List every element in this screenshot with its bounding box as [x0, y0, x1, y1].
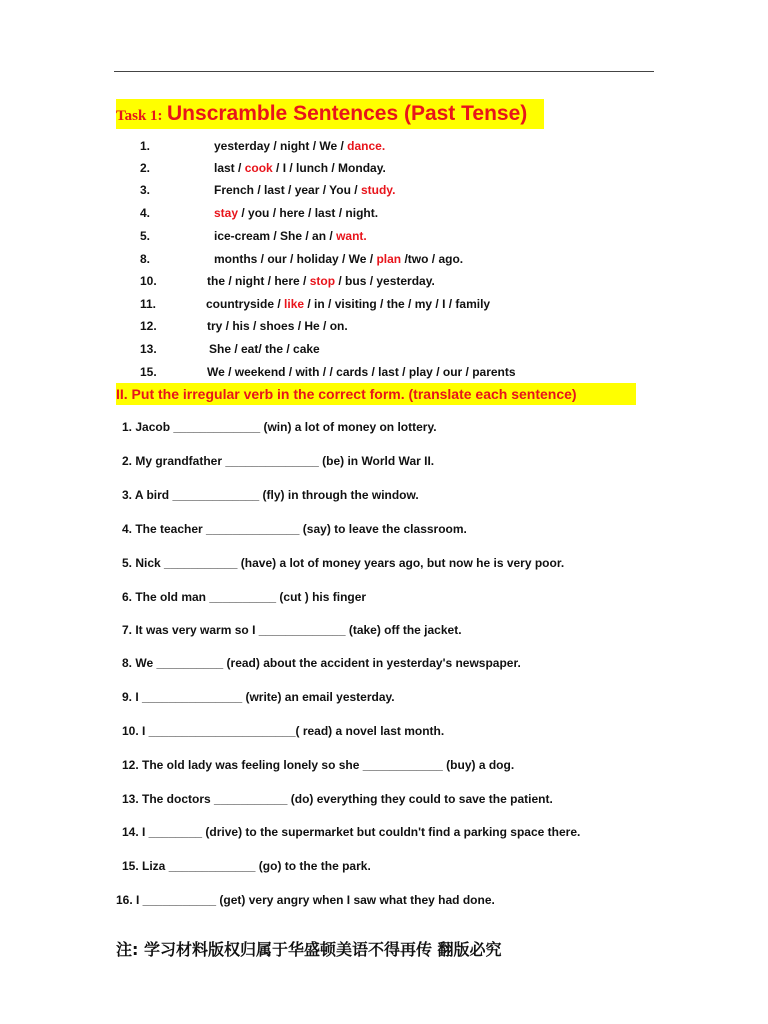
unscramble-item [0, 340, 700, 358]
verb-exercise-item: 14. I ________ (drive) to the supermarket but couldn't find a parking space there. [122, 825, 581, 839]
verb-exercise-item: 3. A bird _____________ (fly) in through the window. [122, 488, 419, 502]
unscramble-item [0, 317, 700, 335]
word-fragment: French / last / year / You / [214, 183, 361, 197]
verb-exercise-item: 13. The doctors ___________ (do) everything they could to save the patient. [122, 792, 553, 806]
word-fragment: / in / visiting / the / my / I / family [304, 297, 491, 311]
verb-exercise-item: 4. The teacher ______________ (say) to leave the classroom. [122, 522, 467, 536]
word-fragment: last / [214, 161, 245, 175]
word-fragment: / bus / yesterday. [335, 274, 435, 288]
verb-exercise-item: 15. Liza _____________ (go) to the the park. [122, 859, 371, 873]
task1-title: Unscramble Sentences (Past Tense) [167, 102, 528, 125]
word-fragment: / I / lunch / Monday. [272, 161, 386, 175]
word-fragment: countryside / [206, 297, 285, 311]
item-words [209, 340, 320, 358]
word-fragment: months / our / holiday / We / [214, 252, 377, 266]
item-number: 15. [140, 365, 157, 379]
verb-exercise-item: 10. I ______________________( read) a novel last month. [122, 724, 445, 738]
task1-heading [116, 99, 544, 129]
item-number: 11. [140, 297, 157, 311]
word-fragment: /two / ago. [401, 252, 464, 266]
section2-title: II. Put the irregular verb in the correct form. (translate each sentence) [116, 386, 577, 402]
word-fragment: We / weekend / with / / cards / last / play / our / parents [207, 365, 516, 379]
top-rule [114, 71, 654, 72]
word-fragment: / you / here / last / night. [238, 206, 379, 220]
item-number: 13. [140, 342, 157, 356]
unscramble-item [0, 159, 700, 177]
target-verb: want. [336, 229, 367, 243]
section2-heading [116, 383, 636, 405]
item-words [214, 181, 395, 199]
verb-exercise-item: 8. We __________ (read) about the accident in yesterday's newspaper. [122, 656, 521, 670]
word-fragment: She / eat/ the / cake [209, 342, 320, 356]
verb-exercise-item: 9. I _______________ (write) an email yesterday. [122, 690, 395, 704]
item-words [206, 295, 490, 313]
word-fragment: try / his / shoes / He / on. [207, 319, 348, 333]
verb-exercise-item: 12. The old lady was feeling lonely so she ____________ (buy) a dog. [122, 758, 515, 772]
item-number: 5. [140, 229, 151, 243]
unscramble-item [0, 137, 700, 155]
target-verb: stop [309, 274, 336, 288]
verb-exercise-item: 16. I ___________ (get) very angry when I saw what they had done. [116, 893, 495, 907]
item-number: 12. [140, 319, 157, 333]
item-words [214, 227, 367, 245]
item-words [207, 272, 435, 290]
verb-exercise-item: 7. It was very warm so I _____________ (take) off the jacket. [122, 623, 462, 637]
item-words [214, 250, 463, 268]
unscramble-item [0, 250, 700, 268]
verb-exercise-item: 1. Jacob _____________ (win) a lot of money on lottery. [122, 420, 437, 434]
item-words [214, 159, 386, 177]
item-number: 8. [140, 252, 151, 266]
task1-prefix: Task 1: [116, 108, 163, 124]
target-verb: like [284, 297, 305, 311]
verb-exercise-item: 2. My grandfather ______________ (be) in World War II. [122, 454, 435, 468]
item-words [207, 363, 516, 381]
unscramble-item [0, 181, 700, 199]
verb-exercise-item: 6. The old man __________ (cut ) his finger [122, 590, 367, 604]
word-fragment: ice-cream / She / an / [214, 229, 337, 243]
word-fragment: the / night / here / [207, 274, 310, 288]
item-words [214, 137, 385, 155]
item-number: 2. [140, 161, 151, 175]
target-verb: study. [360, 183, 396, 197]
item-number: 10. [140, 274, 157, 288]
unscramble-item [0, 295, 700, 313]
copyright-note: 注: 学习材料版权归属于华盛顿美语不得再传 翻版必究 [116, 940, 502, 959]
word-fragment: yesterday / night / We / [214, 139, 348, 153]
item-number: 1. [140, 139, 151, 153]
item-number: 3. [140, 183, 151, 197]
item-words [214, 204, 378, 222]
verb-exercise-item: 5. Nick ___________ (have) a lot of money years ago, but now he is very poor. [122, 556, 565, 570]
item-number: 4. [140, 206, 151, 220]
item-words [207, 317, 348, 335]
target-verb: dance. [347, 139, 386, 153]
unscramble-item [0, 363, 700, 381]
target-verb: plan [376, 252, 402, 266]
unscramble-item [0, 204, 700, 222]
target-verb: cook [244, 161, 273, 175]
unscramble-item [0, 227, 700, 245]
unscramble-item [0, 272, 700, 290]
target-verb: stay [214, 206, 239, 220]
